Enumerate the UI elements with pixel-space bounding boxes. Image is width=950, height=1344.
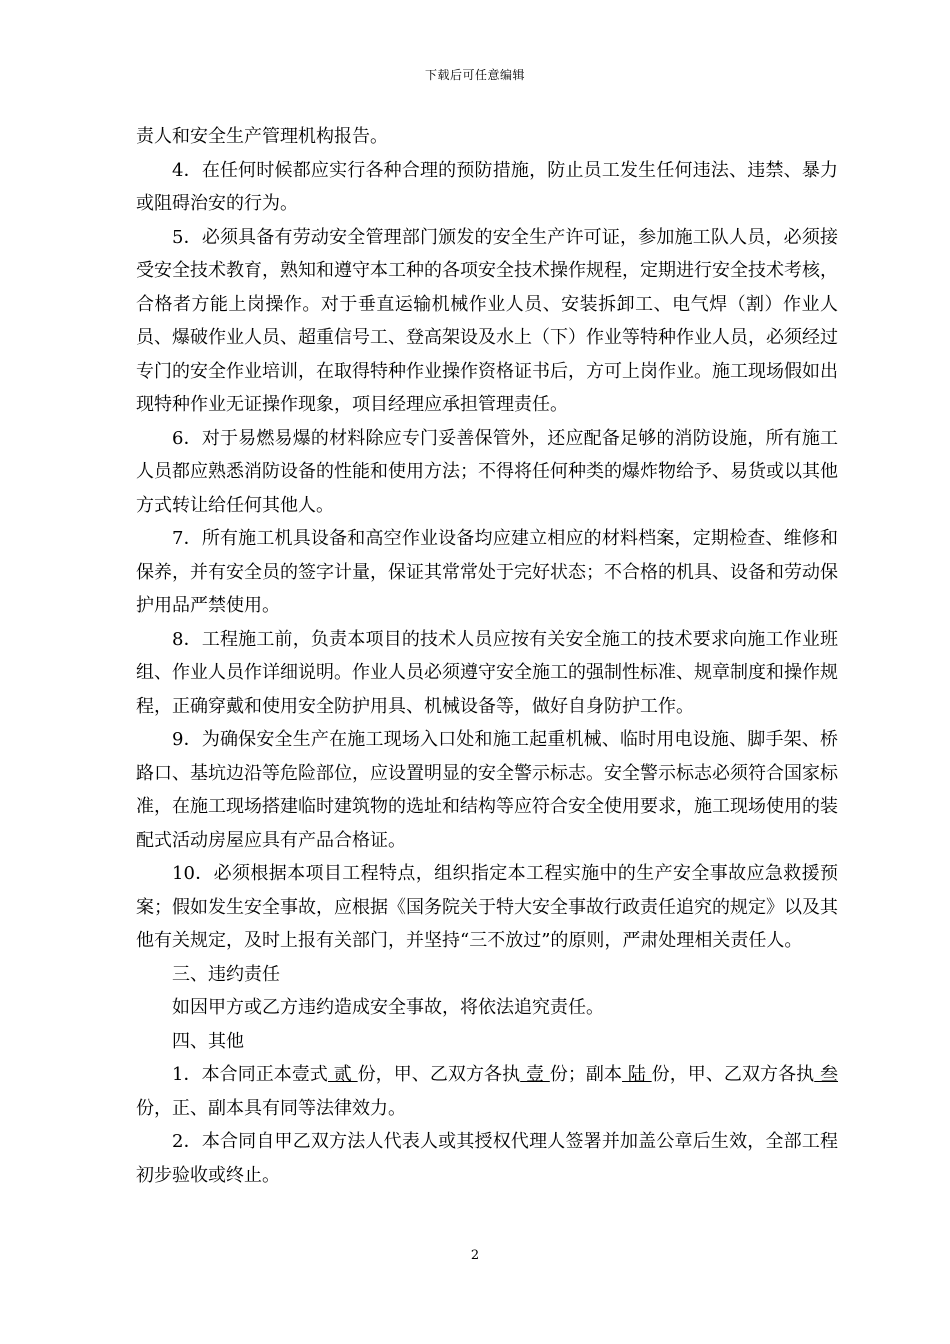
clause-10: 10．必须根据本项目工程特点，组织指定本工程实施中的生产安全事故应急救援预案；假如发生安全事故，应根据《国务院关于特大安全事故行政责任追究的规定》以及其他有关规定，及时上报有关部门，并坚持“三不放过”的原则，严肃处理相关责任人。 [136,863,838,951]
section-heading-other: 四、其他 [172,1030,244,1052]
clause-6: 6．对于易燃易爆的材料除应专门妥善保管外，还应配备足够的消防设施，所有施工人员都应熟悉消防设备的性能和使用方法；不得将任何种类的爆炸物给予、易货或以其他方式转让给任何其他人。 [136,427,838,516]
other-clause-2: 2．本合同自甲乙双方法人代表人或其授权代理人签署并加盖公章后生效，全部工程初步验收或终止。 [136,1131,838,1186]
copies-text-2: 份，甲、乙双方各执 [357,1064,521,1085]
other-clause-1 [136,1058,838,1125]
copies-text-5: 份，正、副本具有同等法律效力。 [136,1097,406,1119]
duplicate-copies-each: 叁 [814,1064,839,1085]
breach-paragraph: 如因甲方或乙方违约造成安全事故，将依法追究责任。 [172,997,604,1018]
copies-text-3: 份；副本 [549,1064,623,1085]
section-heading-breach: 三、违约责任 [172,963,280,985]
copies-text-1: 1．本合同正本壹式 [172,1064,328,1085]
clause-7: 7．所有施工机具设备和高空作业设备均应建立相应的材料档案，定期检查、维修和保养，并有安全员的签字计量，保证其常常处于完好状态；不合格的机具、设备和劳动保护用品严禁使用。 [136,528,838,616]
clause-8: 8．工程施工前，负责本项目的技术人员应按有关安全施工的技术要求向施工作业班组、作业人员作详细说明。作业人员必须遵守安全施工的强制性标准、规章制度和操作规程，正确穿戴和使用安全防护用具、机械设备等，做好自身防护工作。 [136,628,838,717]
page-number: 2 [470,1248,480,1263]
clause-4: 4．在任何时候都应实行各种合理的预防措施，防止员工发生任何违法、违禁、暴力或阻碍治安的行为。 [136,159,838,214]
paragraph-continuation: 责人和安全生产管理机构报告。 [136,126,388,147]
page-header: 下载后可任意编辑 [424,68,525,82]
original-copies-each: 壹 [520,1064,550,1085]
duplicate-copies-count: 陆 [622,1064,652,1085]
copies-text-4: 份，甲、乙双方各执 [651,1064,815,1085]
document-body [136,120,838,1192]
clause-9: 9．为确保安全生产在施工现场入口处和施工起重机械、临时用电设施、脚手架、桥路口、基坑边沿等危险部位，应设置明显的安全警示标志。安全警示标志必须符合国家标准，在施工现场搭建临时建筑物的选址和结构等应符合安全使用要求，施工现场使用的装配式活动房屋应具有产品合格证。 [136,729,838,851]
clause-5: 5．必须具备有劳动安全管理部门颁发的安全生产许可证，参加施工队人员，必须接受安全技术教育，熟知和遵守本工种的各项安全技术操作规程，定期进行安全技术考核，合格者方能上岗操作。对于垂直运输机械作业人员、安装拆卸工、电气焊（割）作业人员、爆破作业人员、超重信号工、登高架设及水上（下）作业等特种作业人员，必须经过专门的安全作业培训，在取得特种作业操作资格证书后，方可上岗作业。施工现场假如出现特种作业无证操作现象，项目经理应承担管理责任。 [136,226,838,415]
original-copies-count: 贰 [328,1064,358,1085]
